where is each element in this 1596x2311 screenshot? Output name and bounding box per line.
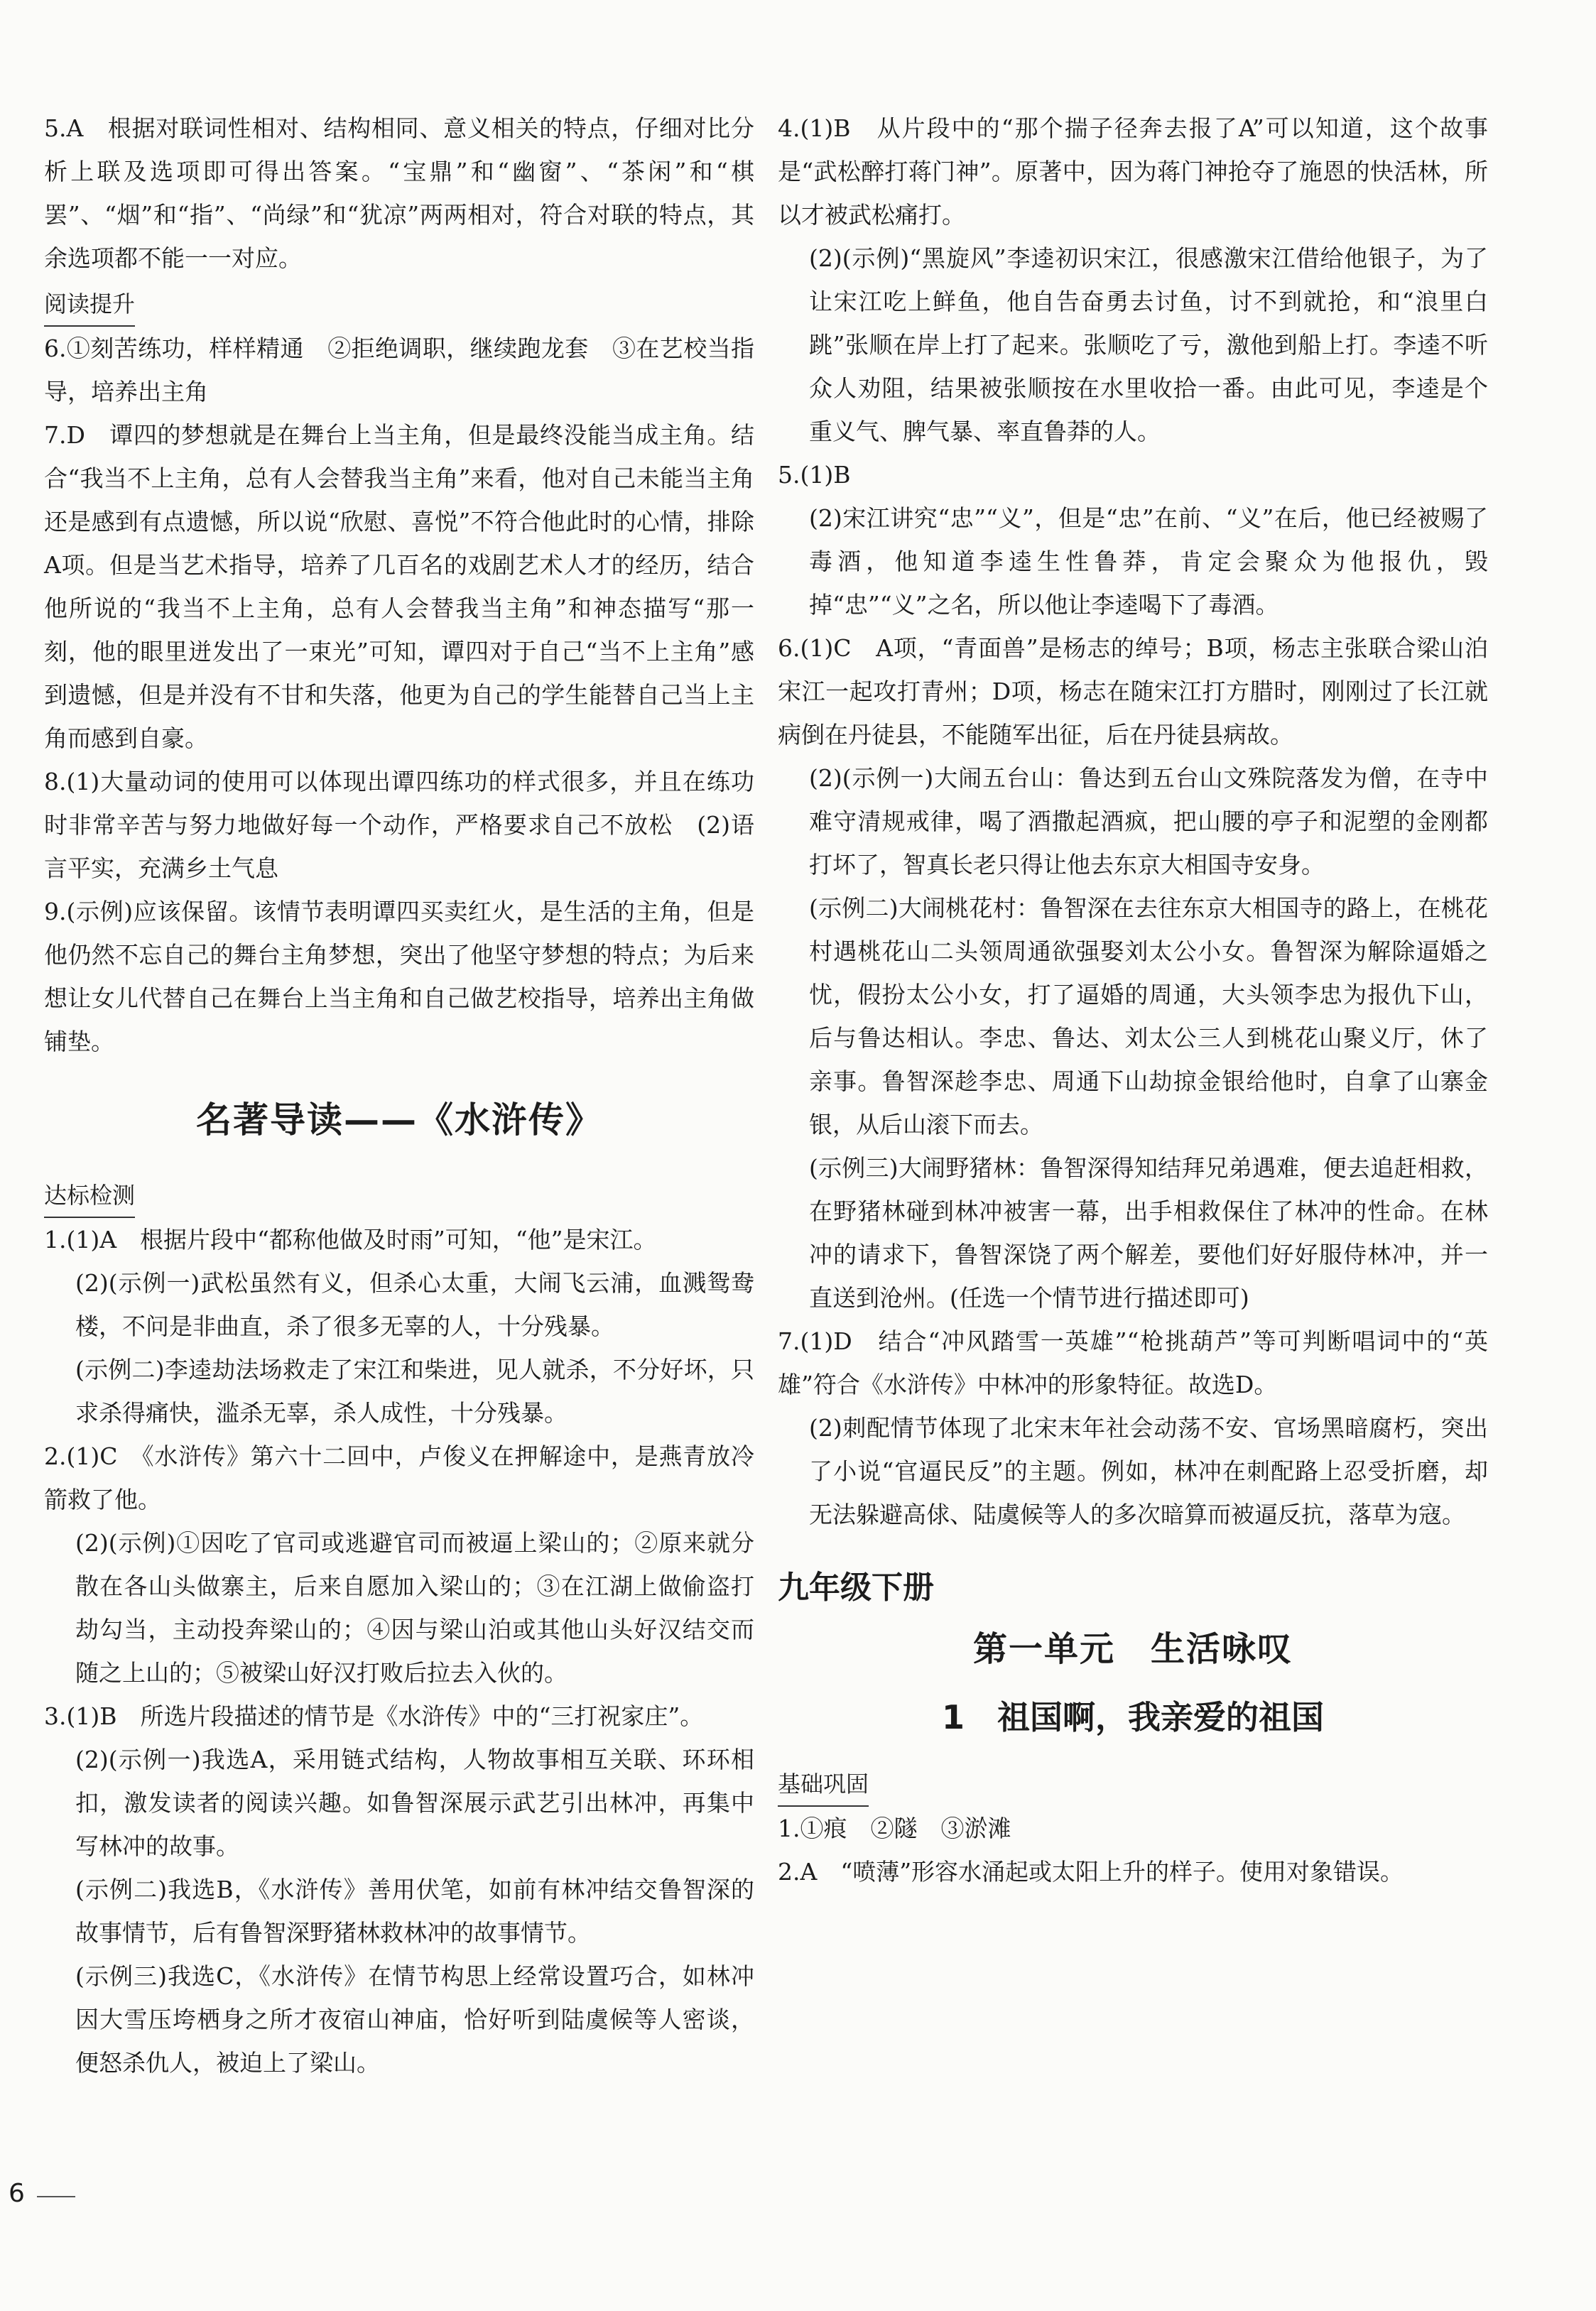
answer-3-2: (2)(示例一)我选A，采用链式结构，人物故事相互关联、环环相扣，激发读者的阅读兴趣。如鲁智深展示武艺引出林冲，再集中写林冲的故事。: [75, 1746, 754, 1860]
answer-7-1: 7.(1)D 结合“冲风踏雪一英雄”“枪挑葫芦”等可判断唱词中的“英雄”符合《水浒传》中林冲的形象特征。故选D。: [778, 1327, 1488, 1398]
answer-4-1: 4.(1)B 从片段中的“那个揣子径奔去报了A”可以知道，这个故事是“武松醉打蒋门神”。原著中，因为蒋门神抢夺了施恩的快活林，所以才被武松痛打。: [778, 114, 1488, 229]
basics-answer-1: 1.①痕 ②隧 ③淤滩: [778, 1815, 1011, 1842]
answer-1-1: 1.(1)A 根据片段中“都称他做及时雨”可知，“他”是宋江。: [44, 1226, 657, 1254]
answer-2-1: 2.(1)C 《水浒传》第六十二回中，卢俊义在押解途中，是燕青放冷箭救了他。: [44, 1442, 754, 1513]
answer-9: 9.(示例)应该保留。该情节表明谭四买卖红火，是生活的主角，但是他仍然不忘自己的舞台主角梦想，突出了他坚守梦想的特点；为后来想让女儿代替自己在舞台上当主角和自己做艺校指导，培养出主角做铺垫。: [44, 898, 754, 1055]
answer-4-2: (2)(示例)“黑旋风”李逵初识宋江，很感激宋江借给他银子，为了让宋江吃上鲜鱼，他自告奋勇去讨鱼，讨不到就抢，和“浪里白跳”张顺在岸上打了起来。张顺吃了亏，激他到船上打。李逵不听众人劝阻，结果被张顺按在水里收拾一番。由此可见，李逵是个重义气、脾气暴、率直鲁莽的人。: [809, 244, 1488, 445]
answer-6-1: 6.(1)C A项，“青面兽”是杨志的绰号；B项，杨志主张联合梁山泊宋江一起攻打青州；D项，杨志在随宋江打方腊时，刚刚过了长江就病倒在丹徒县，不能随军出征，后在丹徒县病故。: [778, 634, 1488, 749]
answer-7-2: (2)刺配情节体现了北宋末年社会动荡不安、官场黑暗腐朽，突出了小说“官逼民反”的主题。例如，林冲在刺配路上忍受折磨，却无法躲避高俅、陆虞候等人的多次暗算而被逼反抗，落草为寇。: [809, 1414, 1488, 1528]
answer-5: 5.A 根据对联词性相对、结构相同、意义相关的特点，仔细对比分析上联及选项即可得出答案。“宝鼎”和“幽窗”、“茶闲”和“棋罢”、“烟”和“指”、“尚绿”和“犹凉”两两相对，符合对联的特点，其余选项都不能一一对应。: [44, 114, 754, 272]
section-heading-reading: 阅读提升: [44, 283, 135, 327]
answer-8: 8.(1)大量动词的使用可以体现出谭四练功的样式很多，并且在练功时非常辛苦与努力地做好每一个动作，严格要求自己不放松 (2)语言平实，充满乡土气息: [44, 768, 754, 882]
answer-5-2: (2)宋江讲究“忠”“义”，但是“忠”在前、“义”在后，他已经被赐了毒酒，他知道李逵生性鲁莽，肯定会聚众为他报仇，毁掉“忠”“义”之名，所以他让李逵喝下了毒酒。: [809, 504, 1488, 619]
lesson-title: 1 祖国啊，我亲爱的祖国: [941, 1698, 1324, 1736]
answer-1-3: (示例二)李逵劫法场救走了宋江和柴进，见人就杀，不分好坏，只求杀得痛快，滥杀无辜，杀人成性，十分残暴。: [75, 1356, 754, 1427]
section-heading-test: 达标检测: [44, 1174, 135, 1218]
answer-1-2: (2)(示例一)武松虽然有义，但杀心太重，大闹飞云浦，血溅鸳鸯楼，不问是非曲直，杀了很多无辜的人，十分残暴。: [75, 1269, 754, 1340]
section-heading-basics: 基础巩固: [778, 1763, 869, 1807]
answer-6-2: (2)(示例一)大闹五台山：鲁达到五台山文殊院落发为僧，在寺中难守清规戒律，喝了酒撒起酒疯，把山腰的亭子和泥塑的金刚都打坏了，智真长老只得让他去东京大相国寺安身。: [809, 764, 1488, 879]
answer-6-3: (示例二)大闹桃花村：鲁智深在去往东京大相国寺的路上，在桃花村遇桃花山二头领周通欲强娶刘太公小女。鲁智深为解除逼婚之忧，假扮太公小女，打了逼婚的周通，大头领李忠为报仇下山，后与鲁达相认。李忠、鲁达、刘太公三人到桃花山聚义厅，休了亲事。鲁智深趁李忠、周通下山劫掠金银给他时，自拿了山寨金银，从后山滚下而去。: [809, 894, 1488, 1138]
answer-2-2: (2)(示例)①因吃了官司或逃避官司而被逼上梁山的；②原来就分散在各山头做寨主，后来自愿加入梁山的；③在江湖上做偷盗打劫勾当，主动投奔梁山的；④因与梁山泊或其他山头好汉结交而随之上山的；⑤被梁山好汉打败后拉去入伙的。: [75, 1529, 754, 1687]
answer-3-4: (示例三)我选C，《水浒传》在情节构思上经常设置巧合，如林冲因大雪压垮栖身之所才夜宿山神庙，恰好听到陆虞候等人密谈，便怒杀仇人，被迫上了梁山。: [75, 1962, 754, 2077]
classic-reading-title: 名著导读——《水浒传》: [196, 1099, 602, 1141]
page-number: 6: [9, 2179, 25, 2208]
page-number-rule: [37, 2196, 75, 2197]
right-column: [778, 107, 1488, 1893]
volume-title: 九年级下册: [778, 1570, 934, 1606]
unit-title: 第一单元 生活咏叹: [972, 1629, 1293, 1669]
answer-7: 7.D 谭四的梦想就是在舞台上当主角，但是最终没能当成主角。结合“我当不上主角，总有人会替我当主角”来看，他对自己未能当主角还是感到有点遗憾，所以说“欣慰、喜悦”不符合他此时的心情，排除A项。但是当艺术指导，培养了几百名的戏剧艺术人才的经历，结合他所说的“我当不上主角，总有人会替我当主角”和神态描写“那一刻，他的眼里迸发出了一束光”可知，谭四对于自己“当不上主角”感到遗憾，但是并没有不甘和失落，他更为自己的学生能替自己当上主角而感到自豪。: [44, 421, 754, 752]
left-column: [44, 107, 754, 2084]
answer-3-3: (示例二)我选B，《水浒传》善用伏笔，如前有林冲结交鲁智深的故事情节，后有鲁智深野猪林救林冲的故事情节。: [75, 1876, 754, 1947]
answer-3-1: 3.(1)B 所选片段描述的情节是《水浒传》中的“三打祝家庄”。: [44, 1702, 704, 1730]
answer-6-4: (示例三)大闹野猪林：鲁智深得知结拜兄弟遇难，便去追赶相救，在野猪林碰到林冲被害一幕，出手相救保住了林冲的性命。在林冲的请求下，鲁智深饶了两个解差，要他们好好服侍林冲，并一直送到沧州。(任选一个情节进行描述即可): [809, 1154, 1488, 1312]
basics-answer-2: 2.A “喷薄”形容水涌起或太阳上升的样子。使用对象错误。: [778, 1858, 1404, 1886]
answer-6: 6.①刻苦练功，样样精通 ②拒绝调职，继续跑龙套 ③在艺校当指导，培养出主角: [44, 335, 754, 406]
answer-5-1: 5.(1)B: [778, 461, 851, 489]
